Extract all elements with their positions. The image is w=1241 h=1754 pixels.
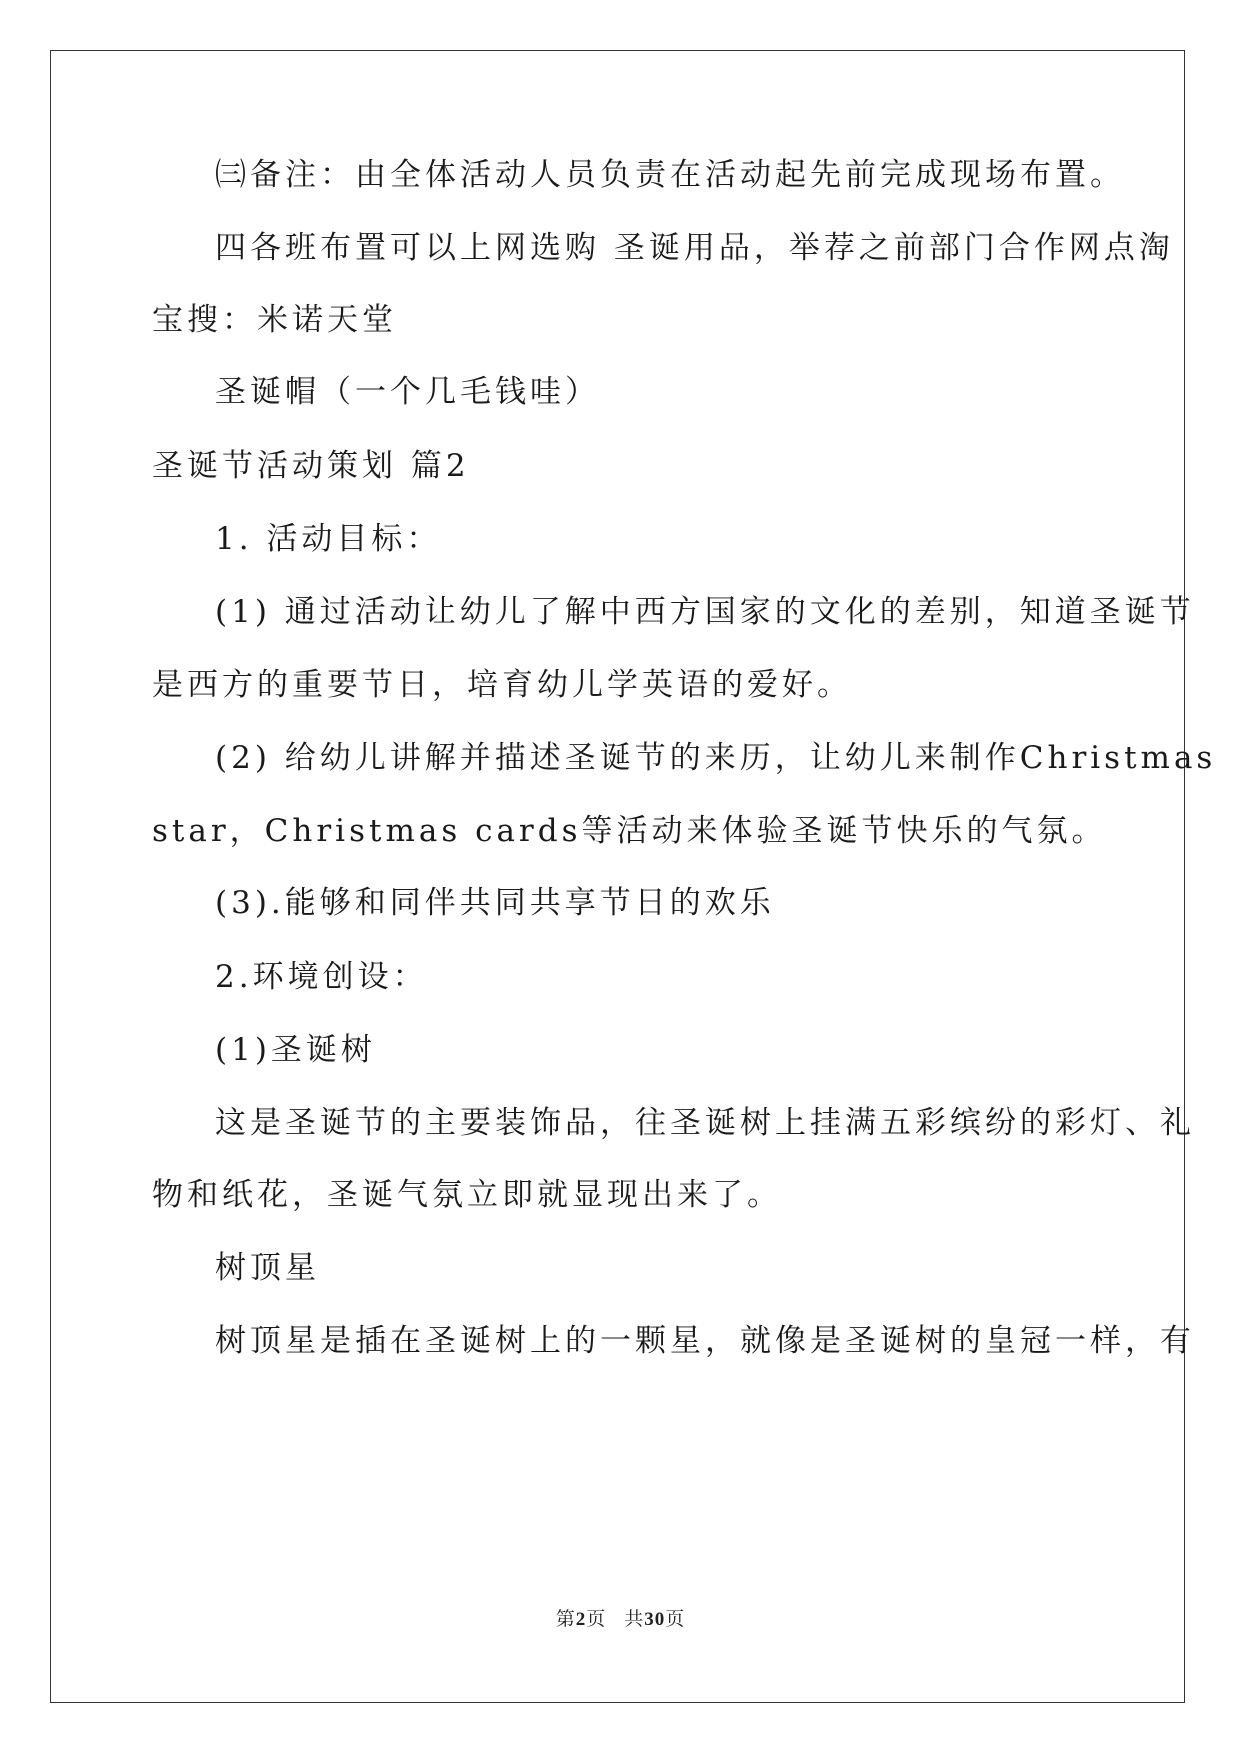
paragraph-line: 四各班布置可以上网选购 圣诞用品，举荐之前部门合作网点淘 <box>215 230 1174 266</box>
footer-page-suffix: 页 <box>586 1609 607 1630</box>
paragraph-line: 是西方的重要节日，培育幼儿学英语的爱好。 <box>152 667 852 703</box>
paragraph-line: 这是圣诞节的主要装饰品，往圣诞树上挂满五彩缤纷的彩灯、礼 <box>215 1105 1195 1141</box>
section-heading: 圣诞节活动策划 篇2 <box>152 448 470 484</box>
footer-total-prefix: 共 <box>624 1609 645 1630</box>
paragraph-line: 圣诞帽（一个几毛钱哇） <box>215 374 600 410</box>
paragraph-line: (1)圣诞树 <box>215 1032 376 1068</box>
footer-total-number: 30 <box>644 1609 666 1630</box>
paragraph-line: (1) 通过活动让幼儿了解中西方国家的文化的差别，知道圣诞节 <box>215 594 1195 630</box>
paragraph-line: 1. 活动目标： <box>215 521 442 557</box>
paragraph-line: ㈢备注：由全体活动人员负责在活动起先前完成现场布置。 <box>215 157 1125 193</box>
paragraph-line: star，Christmas cards等活动来体验圣诞节快乐的气氛。 <box>152 813 1107 849</box>
footer-total-suffix: 页 <box>665 1609 686 1630</box>
page-footer <box>0 1608 1241 1632</box>
paragraph-line: (3).能够和同伴共同共享节日的欢乐 <box>215 885 775 921</box>
paragraph-line: (2) 给幼儿讲解并描述圣诞节的来历，让幼儿来制作Christmas <box>215 740 1217 776</box>
paragraph-line: 树顶星 <box>215 1250 320 1286</box>
paragraph-line: 2.环境创设： <box>215 959 428 995</box>
paragraph-line: 树顶星是插在圣诞树上的一颗星，就像是圣诞树的皇冠一样，有 <box>215 1323 1195 1359</box>
footer-page-prefix: 第 <box>555 1609 576 1630</box>
paragraph-line: 宝搜：米诺天堂 <box>152 302 397 338</box>
page-border <box>50 50 1217 1703</box>
paragraph-line: 物和纸花，圣诞气氛立即就显现出来了。 <box>152 1177 782 1213</box>
footer-page-number: 2 <box>575 1609 587 1630</box>
